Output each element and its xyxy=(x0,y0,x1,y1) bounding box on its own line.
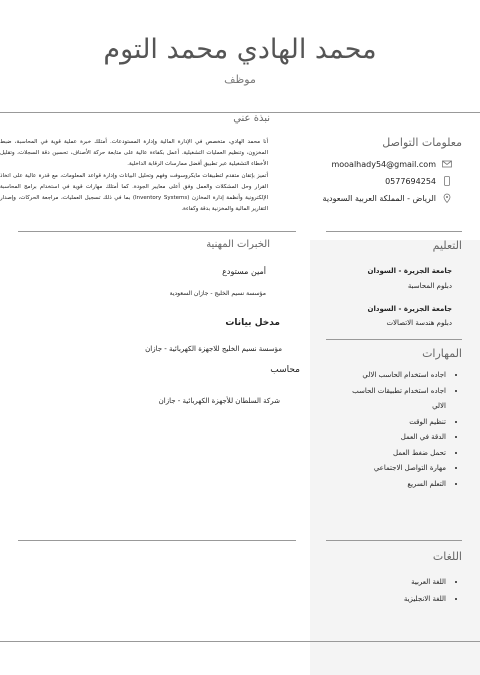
contact-title: معلومات التواصل xyxy=(382,136,462,149)
skill-item: • مهارة التواصل الاجتماعي xyxy=(296,461,446,477)
mail-icon xyxy=(442,159,452,169)
skill-item: • تنظيم الوقت xyxy=(296,415,446,431)
skills-divider xyxy=(326,540,462,541)
about-title: نبذة عني xyxy=(233,113,270,124)
phone-icon xyxy=(442,176,452,186)
contact-phone xyxy=(385,176,452,186)
education-school-2: جامعة الجزيرة - السودان xyxy=(367,305,452,313)
about-paragraph-2: أتميز بإتقان متقدم لتطبيقات مايكروسوفت وفهم وتحليل البيانات وإدارة قواعد المعلومات، مع قدرة عالية على اتخاذ القرار وحل المشكلات والعمل وفق أعلى معايير الجودة. كما أمتلك مهارات قوية في استخدام برامج المحاسبة الإلكترونية وأنظمة إدارة المخازن (Inventory Systems) بما في ذلك تسجيل العمليات، مراجعة الحركات، وإصدار التقارير المالية والمخزنية بدقة وكفاءة. xyxy=(0,173,268,212)
location-pin-icon xyxy=(442,193,452,203)
job-title: موظف xyxy=(224,73,256,86)
skill-item: • تحمل ضغط العمل xyxy=(296,446,446,462)
job-company-2: مؤسسة نسيم الخليج للاجهزة الكهربائية - جازان xyxy=(145,345,282,353)
education-degree-1: دبلوم المحاسبة xyxy=(407,282,452,290)
address-text: الرياض - المملكة العربية السعودية xyxy=(322,193,436,203)
education-school-1: جامعة الجزيرة - السودان xyxy=(367,267,452,275)
contact-address xyxy=(323,193,452,203)
language-item: • اللغة الانجليزية xyxy=(296,591,446,608)
language-item: • اللغة العربية xyxy=(296,574,446,591)
about-paragraph-1: أنا محمد الهادي، متخصص في الإدارة المالية وإدارة المستودعات. أمتلك خبرة عملية قوية في المحاسبة، ضبط المخزون، وتنظيم العمليات التشغيلية. أعمل بكفاءة عالية على متابعة حركة الأصناف، تحسين دقة السجلات، وتقليل الأخطاء التشغيلية عبر تطبيق أفضل ممارسات الرقابة الداخلية. xyxy=(0,139,268,167)
contact-email xyxy=(331,159,452,169)
job-title-3: محاسب xyxy=(270,365,300,375)
education-title: التعليم xyxy=(432,239,462,252)
job-company-3: شركة السلطان للأجهزة الكهربائية - جازان xyxy=(158,397,280,405)
email-text: mooalhady54@gmail.com xyxy=(331,159,436,169)
footer-divider xyxy=(0,641,480,642)
experience-divider xyxy=(18,540,296,541)
languages-title: اللغات xyxy=(432,550,462,563)
skill-item: • الدقة في العمل xyxy=(296,430,446,446)
education-degree-2: دبلوم هندسة الاتصالات xyxy=(386,319,452,327)
languages-list xyxy=(296,574,460,608)
contact-divider xyxy=(326,231,462,232)
skill-item: • اجاده استخدام تطبيقات الحاسب xyxy=(296,384,446,400)
experience-title: الخبرات المهنية xyxy=(206,239,270,250)
skill-item: الالي xyxy=(432,402,446,410)
job-title-1: أمين مستودع xyxy=(222,267,266,276)
skill-item: • اجاده استخدام الحاسب الالي xyxy=(296,368,446,384)
job-title-2: مدخل بيانات xyxy=(225,318,280,328)
education-divider xyxy=(326,339,462,340)
resume-name: محمد الهادي محمد التوم xyxy=(103,34,377,65)
skills-list xyxy=(296,368,460,492)
about-divider xyxy=(18,231,296,232)
skill-item: • التعلم السريع xyxy=(296,477,446,493)
skills-title: المهارات xyxy=(422,347,462,360)
phone-text: 0577694254 xyxy=(385,176,436,186)
job-company-1: مؤسسة نسيم الخليج - جازان السعودية xyxy=(169,290,266,297)
